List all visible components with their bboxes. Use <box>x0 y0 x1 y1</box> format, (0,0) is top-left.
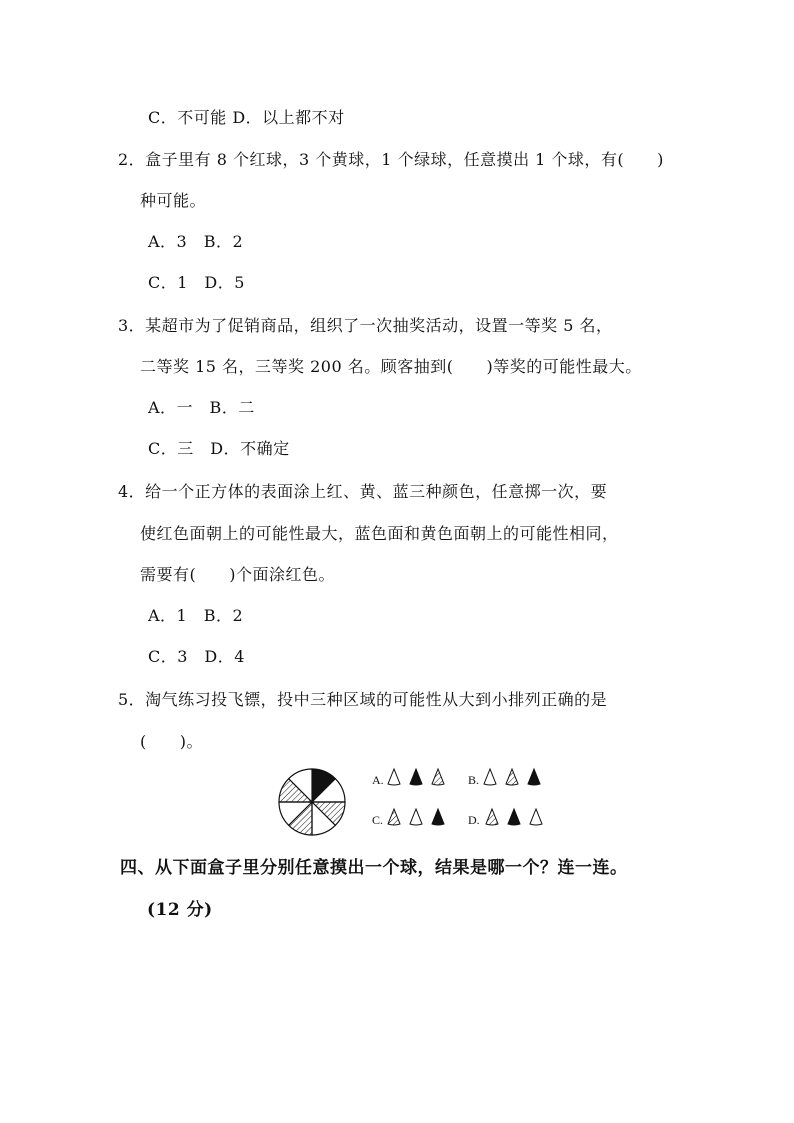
q4-options-ab: A．1 B．2 <box>148 606 244 625</box>
option-label: A. <box>372 773 384 787</box>
option-label: C. <box>372 813 384 827</box>
cone-white-icon <box>388 769 400 785</box>
option-label: D. <box>468 813 480 827</box>
cone-black-icon <box>508 809 520 825</box>
q1-options-cd: C．不可能 D．以上都不对 <box>148 108 345 127</box>
cone-black-icon <box>432 809 444 825</box>
q3-text: 3．某超市为了促销商品，组织了一次抽奖活动，设置一等奖 5 名， <box>118 316 613 335</box>
option-label: B. <box>468 773 480 787</box>
dart-figure <box>276 766 566 838</box>
section-4-score: (12 分) <box>147 900 213 920</box>
q3-options-ab: A．一 B．二 <box>148 398 255 417</box>
cone-striped-icon <box>486 809 498 825</box>
cone-white-icon <box>410 809 422 825</box>
cone-striped-icon <box>388 809 400 825</box>
q2-text-cont: 种可能。 <box>140 191 207 210</box>
cone-white-icon <box>484 769 496 785</box>
q4-text-cont-2: 需要有( )个面涂红色。 <box>140 565 335 584</box>
section-4-title: 四、从下面盒子里分别任意摸出一个球，结果是哪一个？连一连。 <box>120 858 628 878</box>
q4-options-cd: C．3 D．4 <box>148 647 245 666</box>
q2-options-cd: C．1 D．5 <box>148 273 245 292</box>
cone-white-icon <box>530 809 542 825</box>
dartboard-pie <box>279 769 345 835</box>
q3-options-cd: C．三 D．不确定 <box>148 439 290 458</box>
q2-options-ab: A．3 B．2 <box>148 232 244 251</box>
q4-text: 4．给一个正方体的表面涂上红、黄、蓝三种颜色，任意掷一次，要 <box>118 482 608 501</box>
q2-text: 2．盒子里有 8 个红球，3 个黄球，1 个绿球，任意摸出 1 个球，有( ) <box>118 150 664 169</box>
q5-text: 5．淘气练习投飞镖，投中三种区域的可能性从大到小排列正确的是 <box>118 690 608 709</box>
q3-text-cont: 二等奖 15 名，三等奖 200 名。顾客抽到( )等奖的可能性最大。 <box>140 357 642 376</box>
cone-striped-icon <box>432 769 444 785</box>
q5-text-cont: ( )。 <box>140 732 203 751</box>
q4-text-cont-1: 使红色面朝上的可能性最大，蓝色面和黄色面朝上的可能性相同， <box>140 524 619 543</box>
answer-options <box>372 769 542 827</box>
cone-black-icon <box>410 769 422 785</box>
cone-striped-icon <box>506 769 518 785</box>
cone-black-icon <box>528 769 540 785</box>
